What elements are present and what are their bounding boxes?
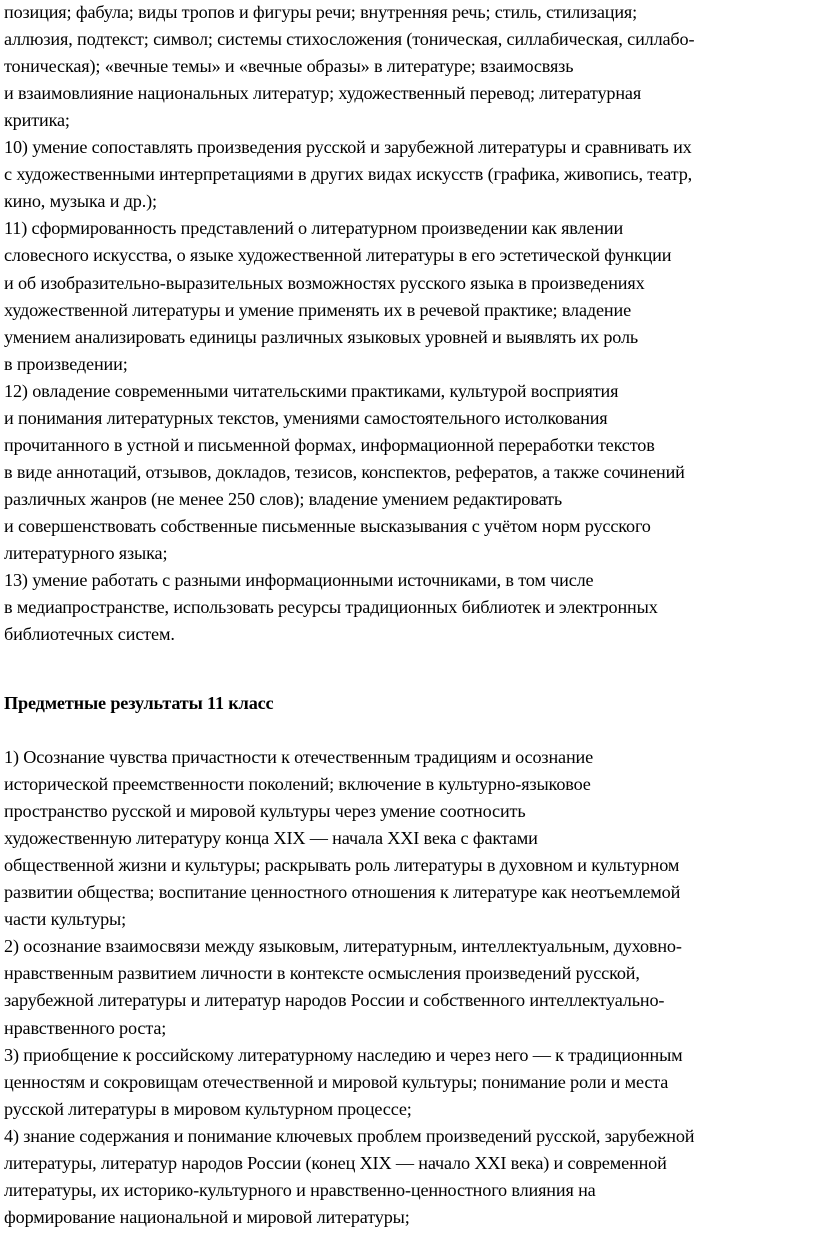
- text-line-top-9: 11) сформированность представлений о литературном произведении как явлении: [4, 218, 624, 239]
- section-heading: Предметные результаты 11 класс: [4, 693, 274, 713]
- text-line-top-11: и об изобразительно-выразительных возможностях русского языка в произведениях: [4, 272, 645, 293]
- text-line-top-8: кино, музыка и др.);: [4, 191, 157, 212]
- text-line-bottom-12: 3) приобщение к российскому литературному наследию и через него — к традиционным: [4, 1044, 683, 1065]
- text-line-top-5: критика;: [4, 110, 70, 131]
- text-line-bottom-7: части культуры;: [4, 909, 126, 930]
- text-line-bottom-18: формирование национальной и мировой литературы;: [4, 1206, 410, 1227]
- text-line-top-12: художественной литературы и умение применять их в речевой практике; владение: [4, 299, 631, 320]
- text-line-bottom-10: зарубежной литературы и литератур народов России и собственного интеллектуально-: [4, 990, 665, 1011]
- text-line-bottom-17: литературы, их историко-культурного и нравственно-ценностного влияния на: [4, 1179, 596, 1200]
- text-line-top-24: библиотечных систем.: [4, 624, 175, 645]
- text-line-top-7: с художественными интерпретациями в других видах искусств (графика, живопись, театр,: [4, 164, 693, 185]
- text-line-bottom-16: литературы, литератур народов России (конец XIX — начало XXI века) и современной: [4, 1152, 667, 1173]
- text-line-top-13: умением анализировать единицы различных языковых уровней и выявлять их роль: [4, 326, 639, 347]
- text-line-top-2: аллюзия, подтекст; символ; системы стихосложения (тоническая, силлабическая, силлабо-: [4, 29, 695, 50]
- text-line-bottom-13: ценностям и сокровищам отечественной и мировой культуры; понимание роли и места: [4, 1071, 669, 1092]
- text-line-top-21: литературного языка;: [4, 543, 168, 563]
- text-line-bottom-1: 1) Осознание чувства причастности к отечественным традициям и осознание: [4, 747, 594, 767]
- text-line-bottom-3: пространство русской и мировой культуры через умение соотносить: [4, 801, 526, 822]
- text-line-top-15: 12) овладение современными читательскими практиками, культурой восприятия: [4, 380, 619, 401]
- text-line-top-18: в виде аннотаций, отзывов, докладов, тезисов, конспектов, рефератов, а также сочинений: [4, 461, 685, 482]
- text-line-bottom-5: общественной жизни и культуры; раскрывать роль литературы в духовном и культурном: [4, 855, 680, 876]
- text-line-top-1: позиция; фабула; виды тропов и фигуры речи; внутренняя речь; стиль, стилизация;: [4, 2, 638, 22]
- text-line-bottom-2: исторической преемственности поколений; включение в культурно-языковое: [4, 774, 591, 795]
- text-line-bottom-15: 4) знание содержания и понимание ключевых проблем произведений русской, зарубежной: [4, 1125, 695, 1146]
- text-line-top-22: 13) умение работать с разными информационными источниками, в том числе: [4, 570, 594, 591]
- text-line-top-19: различных жанров (не менее 250 слов); владение умением редактировать: [4, 488, 562, 509]
- text-line-bottom-6: развитии общества; воспитание ценностного отношения к литературе как неотъемлемой: [4, 882, 681, 903]
- text-line-top-17: прочитанного в устной и письменной формах, информационной переработки текстов: [4, 434, 655, 455]
- text-line-top-23: в медиапространстве, использовать ресурсы традиционных библиотек и электронных: [4, 597, 658, 618]
- text-line-bottom-11: нравственного роста;: [4, 1017, 167, 1038]
- text-line-bottom-8: 2) осознание взаимосвязи между языковым, литературным, интеллектуальным, духовно-: [4, 936, 682, 957]
- text-line-bottom-9: нравственным развитием личности в контексте осмысления произведений русской,: [4, 963, 640, 984]
- text-line-top-4: и взаимовлияние национальных литератур; художественный перевод; литературная: [4, 83, 642, 104]
- text-line-top-16: и понимания литературных текстов, умениями самостоятельного истолкования: [4, 407, 608, 428]
- text-line-top-14: в произведении;: [4, 353, 128, 374]
- text-line-bottom-4: художественную литературу конца XIX — начала XXI века с фактами: [4, 828, 538, 849]
- text-line-top-10: словесного искусства, о языке художественной литературы в его эстетической функции: [4, 245, 672, 266]
- text-line-top-3: тоническая); «вечные темы» и «вечные образы» в литературе; взаимосвязь: [4, 56, 574, 77]
- text-line-top-20: и совершенствовать собственные письменные высказывания с учётом норм русского: [4, 515, 651, 536]
- text-line-top-6: 10) умение сопоставлять произведения русской и зарубежной литературы и сравнивать их: [4, 137, 692, 158]
- text-line-bottom-14: русской литературы в мировом культурном процессе;: [4, 1098, 412, 1119]
